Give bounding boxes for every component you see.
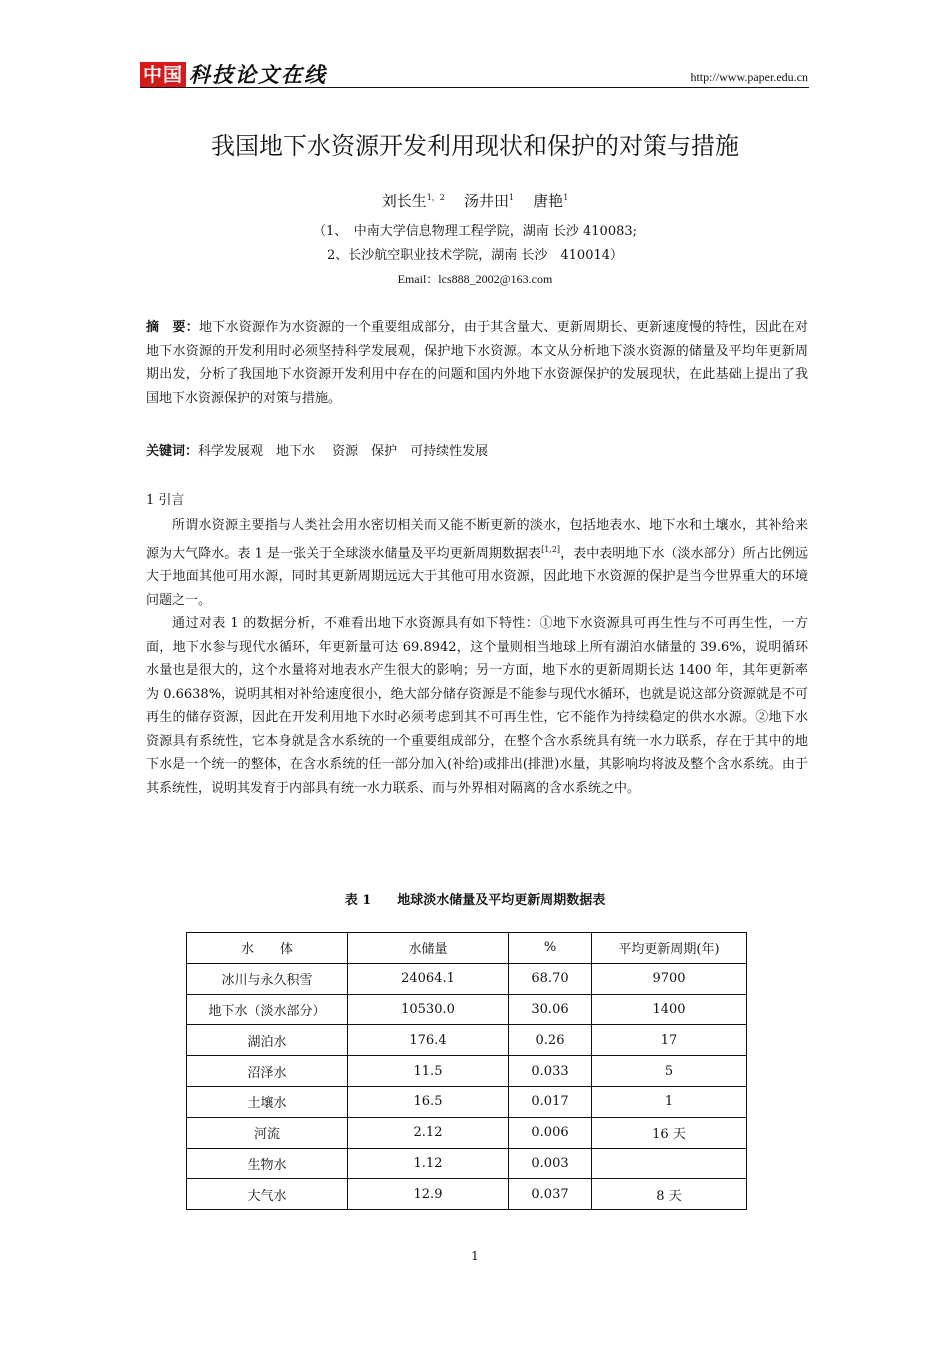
table-cell: 8 天 — [592, 1179, 747, 1210]
table-row — [187, 1148, 747, 1179]
author-list — [0, 190, 950, 211]
table-header-cell: % — [509, 933, 592, 964]
table-header-cell: 水 体 — [187, 933, 348, 964]
table-cell: 冰川与永久积雪 — [187, 963, 348, 994]
table-cell: 湖泊水 — [187, 1025, 348, 1056]
author-email: Email：lcs888_2002@163.com — [397, 272, 553, 286]
keywords — [146, 440, 808, 464]
data-table — [186, 932, 747, 1210]
table-cell: 17 — [592, 1025, 747, 1056]
header-divider — [140, 87, 809, 88]
table-cell: 土壤水 — [187, 1086, 348, 1117]
table-cell: 11.5 — [348, 1056, 509, 1087]
author-name: 汤井田 — [463, 192, 509, 210]
table-cell: 0.26 — [509, 1025, 592, 1056]
table-row — [187, 1056, 747, 1087]
header-url[interactable]: http://www.paper.edu.cn — [690, 70, 808, 84]
keywords-text: 科学发展观 地下水 资源 保护 可持续性发展 — [198, 444, 489, 459]
table-cell: 0.033 — [509, 1056, 592, 1087]
paragraph-text: ，表中表明地下水（淡水部分）所占比例远大于地面其他可用水源，同时其更新周期远远大于其他可用水资源，因此地下水资源的保护是当今世界重大的环境问题之一。 — [146, 545, 808, 608]
table-cell: 24064.1 — [348, 963, 509, 994]
table-cell: 5 — [592, 1056, 747, 1087]
paragraph: 通过对表 1 的数据分析，不难看出地下水资源具有如下特性：①地下水资源具可再生性与不可再生性，一方面，地下水参与现代水循环，年更新量可达 69.8942，这个量则相当地球上所有湖泊水储量的 39.6%，说明循环水量也是很大的，这个水量将对地表水产生很大的影响；另一方面，地下水的更新周期长达 1400 年，其年更新率为 0.6638%，说明其相对补给速度很小，绝大部分储存资源是不能参与现代水循环，也就是说这部分资源就是不可再生的储存资源，因此在开发利用地下水时必须考虑到其不可再生性，它不能作为持续稳定的供水水源。②地下水资源具有系统性，它本身就是含水系统的一个重要组成部分，在整个含水系统具有统一水力联系，存在于其中的地下水是一个统一的整体，在含水系统的任一部分加入(补给)或排出(排泄)水量，其影响均将波及整个含水系统。由于其系统性，说明其发育于内部具有统一水力联系、而与外界相对隔离的含水系统之中。 — [146, 616, 808, 796]
table-cell: 30.06 — [509, 994, 592, 1025]
table-caption: 表 1 地球淡水储量及平均更新周期数据表 — [344, 893, 606, 908]
table-header-row — [187, 933, 747, 964]
keywords-label: 关键词： — [146, 444, 199, 459]
table-cell: 生物水 — [187, 1148, 348, 1179]
table-cell: 16 天 — [592, 1117, 747, 1148]
table-cell: 1400 — [592, 994, 747, 1025]
table-cell: 河流 — [187, 1117, 348, 1148]
table-row — [187, 994, 747, 1025]
table-cell: 0.037 — [509, 1179, 592, 1210]
citation: [1,2] — [541, 544, 561, 554]
table-cell: 12.9 — [348, 1179, 509, 1210]
paragraph — [146, 514, 808, 612]
author-affiliation-mark: 1，2 — [426, 193, 445, 202]
paragraph-text: 所谓水资源主要指与人类社会用水密切相关而又能不断更新的淡水，包括地表水、地下水和土壤水，其补给来源为大气降水。表 1 是一张关于全球淡水储量及平均更新周期数据表 — [146, 518, 808, 561]
page-number: 1 — [471, 1249, 479, 1263]
site-logo — [140, 58, 327, 88]
logo-text: 科技论文在线 — [189, 63, 328, 87]
table-row — [187, 1086, 747, 1117]
table-row — [187, 1117, 747, 1148]
author-affiliation-mark: 1 — [509, 193, 515, 202]
table-header-cell: 平均更新周期(年) — [592, 933, 747, 964]
table-row — [187, 1179, 747, 1210]
table-cell: 2.12 — [348, 1117, 509, 1148]
affiliation-line-2: 2、长沙航空职业技术学院，湖南 长沙 410014） — [326, 248, 624, 263]
table-row — [187, 963, 747, 994]
abstract-text: 地下水资源作为水资源的一个重要组成部分，由于其含量大、更新周期长、更新速度慢的特性，因此在对地下水资源的开发利用时必须坚持科学发展观，保护地下水资源。本文从分析地下淡水资源的储量及平均年更新周期出发，分析了我国地下水资源开发利用中存在的问题和国内外地下水资源保护的发展现状，在此基础上提出了我国地下水资源保护的对策与措施。 — [146, 320, 808, 406]
table-cell: 176.4 — [348, 1025, 509, 1056]
table-cell: 沼泽水 — [187, 1056, 348, 1087]
table-cell: 16.5 — [348, 1086, 509, 1117]
table-cell: 0.017 — [509, 1086, 592, 1117]
abstract — [146, 316, 808, 410]
table-cell: 0.003 — [509, 1148, 592, 1179]
author-affiliation-mark: 1 — [563, 193, 569, 202]
table-cell: 0.006 — [509, 1117, 592, 1148]
table-cell: 9700 — [592, 963, 747, 994]
abstract-label: 摘 要： — [146, 320, 199, 335]
section-heading: 1 引言 — [146, 493, 185, 508]
table-header-cell: 水储量 — [348, 933, 509, 964]
table-cell: 大气水 — [187, 1179, 348, 1210]
table-cell: 10530.0 — [348, 994, 509, 1025]
table-cell: 1 — [592, 1086, 747, 1117]
author-name: 刘长生 — [381, 192, 427, 210]
table-cell: 地下水（淡水部分） — [187, 994, 348, 1025]
logo-red-mark: 中国 — [140, 62, 186, 88]
table-cell: 1.12 — [348, 1148, 509, 1179]
author-name: 唐艳 — [533, 192, 564, 210]
affiliation-line-1: （1、 中南大学信息物理工程学院，湖南 长沙 410083; — [312, 224, 638, 239]
table-row — [187, 1025, 747, 1056]
table-cell: 68.70 — [509, 963, 592, 994]
body-text — [146, 514, 808, 800]
paper-title: 我国地下水资源开发利用现状和保护的对策与措施 — [211, 132, 739, 160]
table-cell — [592, 1148, 747, 1179]
